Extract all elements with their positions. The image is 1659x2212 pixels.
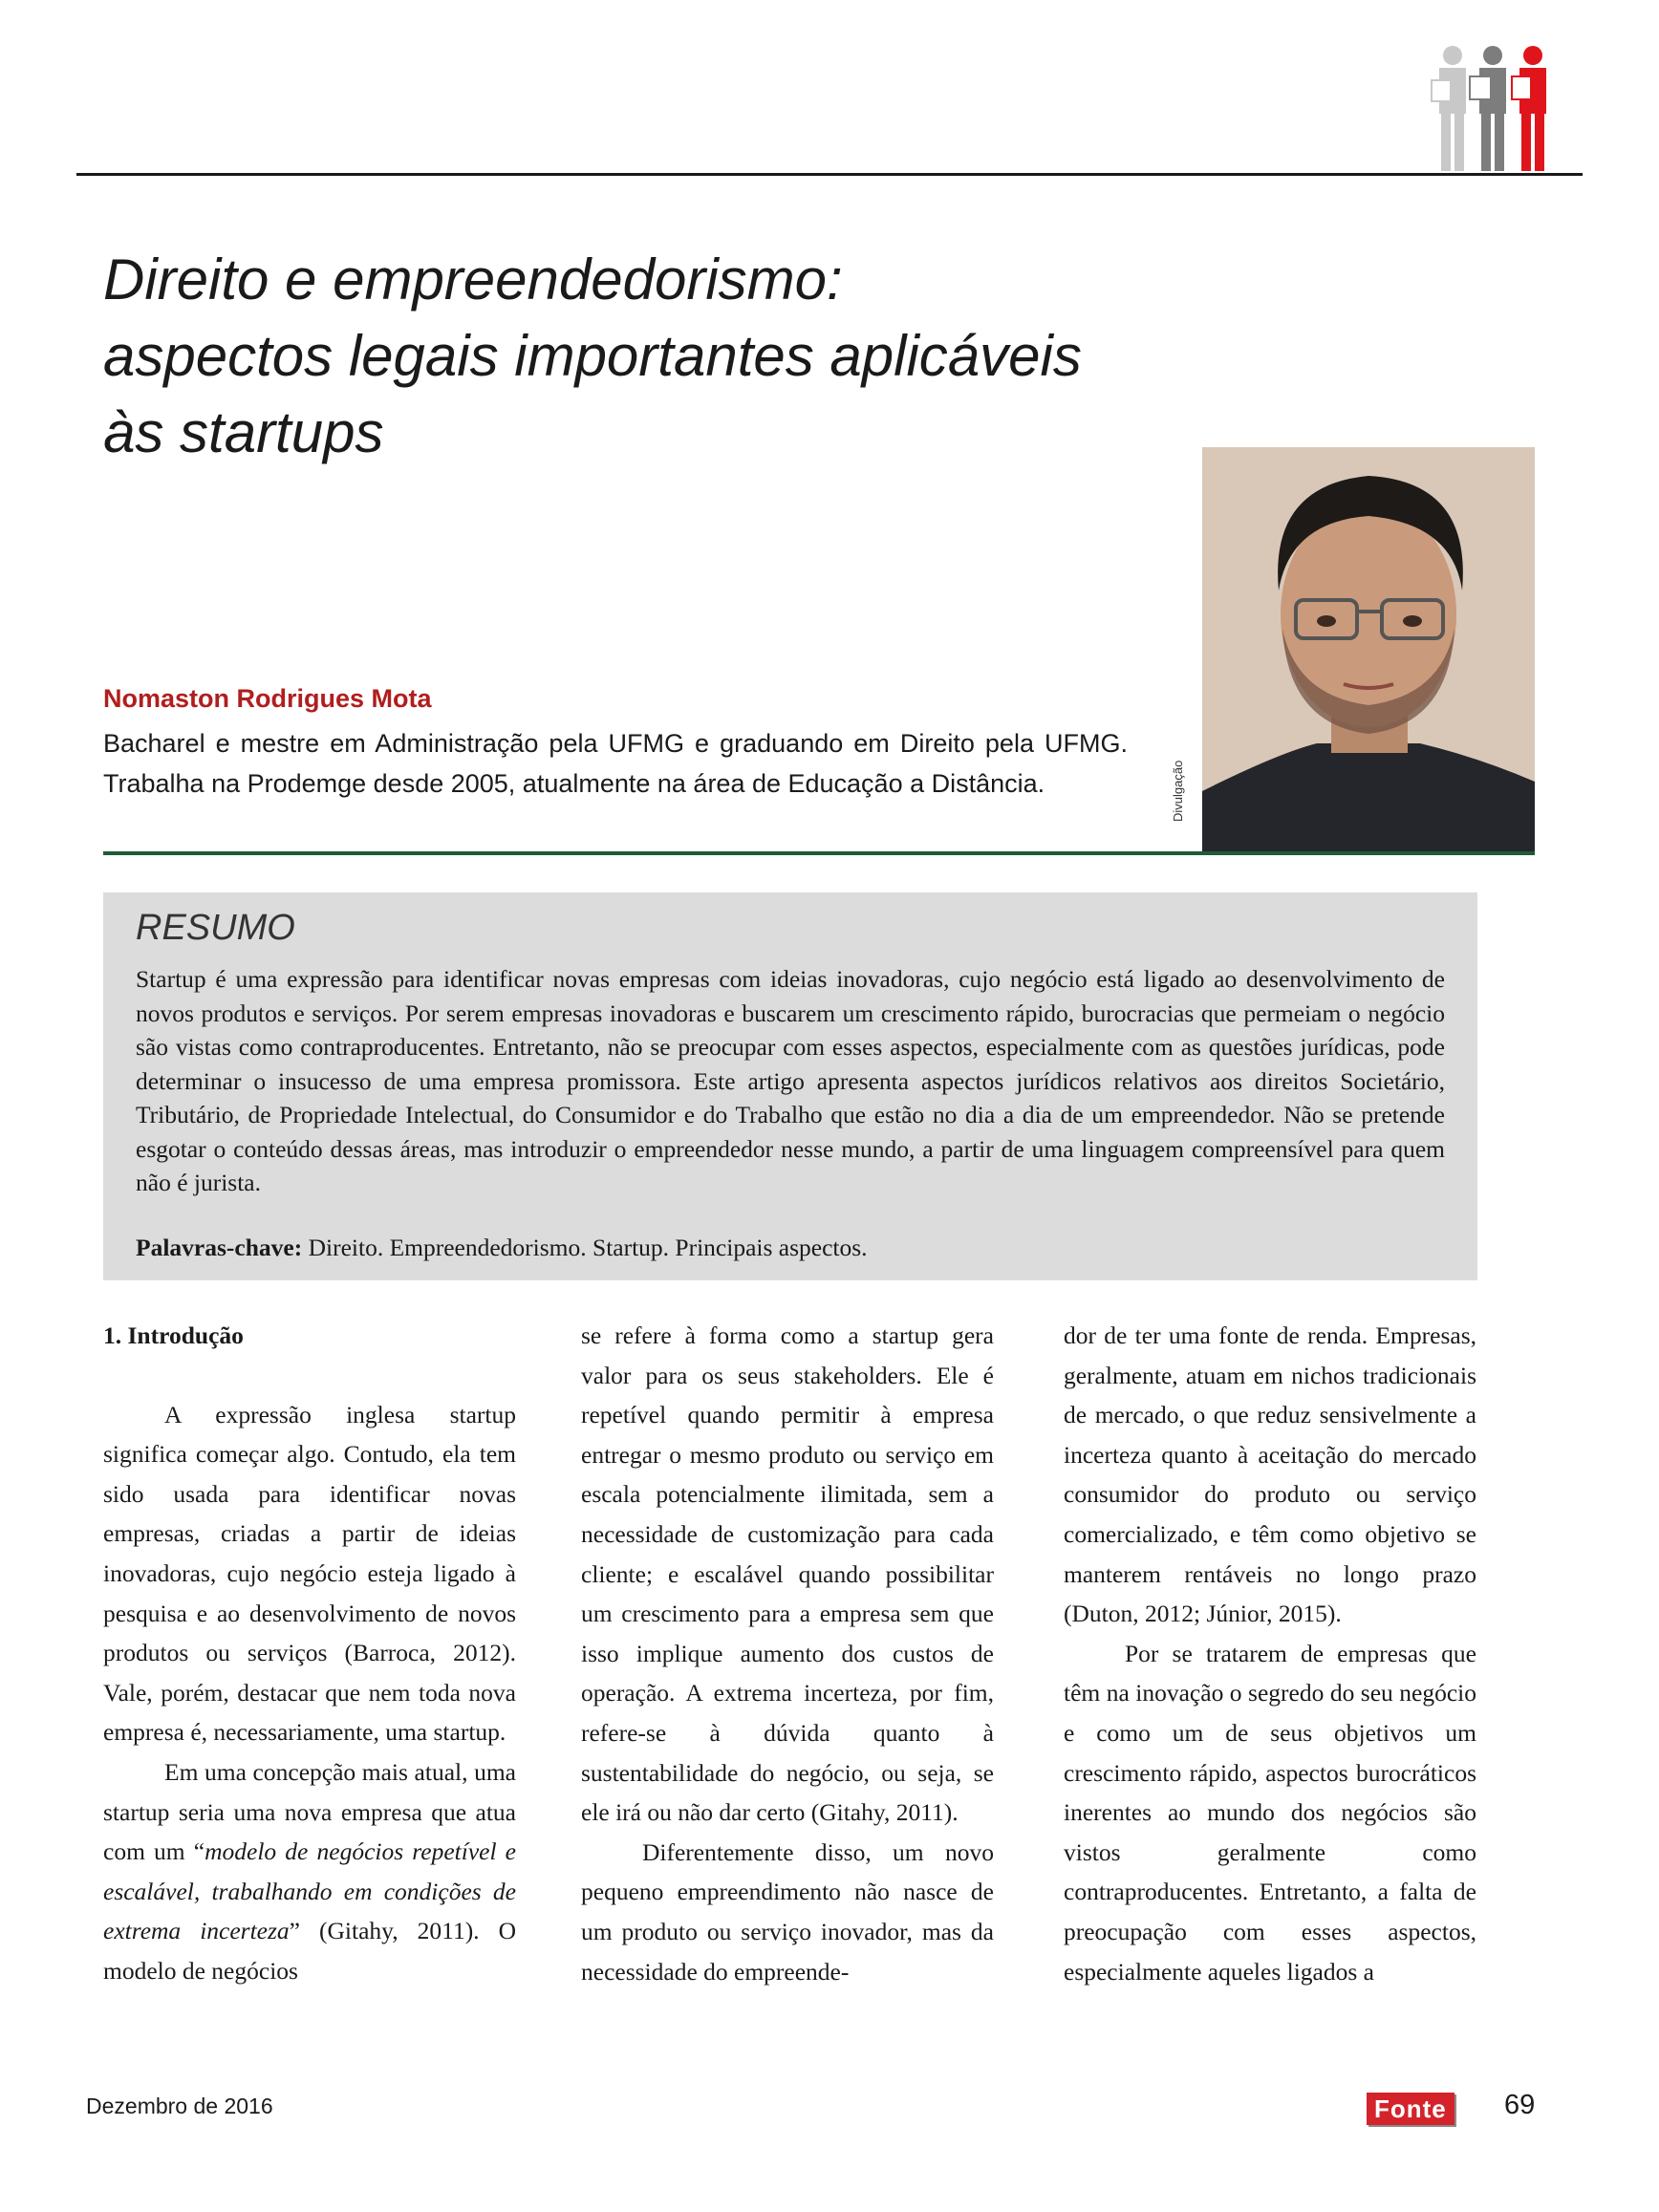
- paragraph: dor de ter uma fonte de renda. Empresas, geralmente, atuam em nichos tradicionais de mercado, o que reduz sensivelmente a incerteza quanto à aceitação do mercado consumidor do produto ou serviço comercializado, e têm como objetivo se manterem rentáveis no longo prazo (Duton, 2012; Júnior, 2015).: [1064, 1321, 1476, 1628]
- title-line-1: Direito e empreendedorismo:: [103, 247, 843, 311]
- people-logo-icon: [1424, 42, 1567, 176]
- paragraph: [103, 1752, 516, 1991]
- abstract-heading: RESUMO: [136, 908, 295, 948]
- title-line-3: às startups: [103, 400, 384, 464]
- page-number: 69: [1504, 2090, 1536, 2120]
- quote-text: modelo de negócios repetível e escalável, trabalhando em condições de extrema incerteza: [103, 1837, 516, 1945]
- section-heading: 1. Introdução: [103, 1321, 244, 1349]
- abstract-text: Startup é uma expressão para identificar novas empresas com ideias inovadoras, cujo negócio está ligado ao desenvolvimento de novos produtos e serviços. Por serem empresas inovadoras e buscarem um crescimento rápido, burocracias que permeiam o negócio são vistas como contraproducentes. Entretanto, não se preocupar com esses aspectos, especialmente com as questões jurídicas, pode determinar o insucesso de uma empresa promissora. Este artigo apresenta aspectos jurídicos relativos aos direitos Societário, Tributário, de Propriedade Intelectual, do Consumidor e do Trabalho que estão no dia a dia de um empreendedor. Não se pretende esgotar o conteúdo dessas áreas, mas introduzir o empreendedor nesse mundo, a partir de uma linguagem compreensível para quem não é jurista.: [136, 965, 1445, 1196]
- footer-date: Dezembro de 2016: [86, 2094, 273, 2118]
- magazine-logo: Fonte: [1367, 2093, 1454, 2125]
- body-column-1: [103, 1316, 516, 1991]
- header-rule: [76, 173, 1583, 176]
- author-rule: [103, 851, 1535, 855]
- keywords-label: Palavras-chave:: [136, 1234, 303, 1261]
- paragraph: se refere à forma como a startup gera valor para os seus stakeholders. Ele é repetível quando permitir à empresa entregar o mesmo produto ou serviço em escala potencialmente ilimitada, sem a necessidade de customização para cada cliente; e escalável quando possibilitar um crescimento para a empresa sem que isso implique aumento dos custos de operação. A extrema incerteza, por fim, refere-se à dúvida quanto à sustentabilidade do negócio, ou seja, se ele irá ou não dar certo (Gitahy, 2011).: [581, 1321, 994, 1827]
- body-column-3: [1064, 1316, 1476, 1991]
- paragraph-text: Em uma concepção mais atual, uma startup seria uma nova empresa que atua com um “: [103, 1757, 516, 1866]
- author-photo: [1202, 447, 1535, 852]
- article-title: [103, 242, 1202, 471]
- paragraph-text: ” (Gitahy, 2011). O modelo de negócios: [103, 1917, 516, 1985]
- body-column-2: [581, 1316, 994, 1991]
- paragraph: Diferentemente disso, um novo pequeno empreendimento não nasce de um produto ou serviço inovador, mas da necessidade do empreende-: [581, 1837, 994, 1986]
- paragraph: A expressão inglesa startup significa começar algo. Contudo, ela tem sido usada para identificar novas empresas, criadas a partir de ideias inovadoras, cujo negócio esteja ligado à pesquisa e ao desenvolvimento de novos produtos ou serviços (Barroca, 2012). Vale, porém, destacar que nem toda nova empresa é, necessariamente, uma startup.: [103, 1400, 516, 1747]
- author-bio: Bacharel e mestre em Administração pela UFMG e graduando em Direito pela UFMG. Trabalha na Prodemge desde 2005, atualmente na área de Educação a Distância.: [103, 729, 1128, 798]
- title-line-2: aspectos legais importantes aplicáveis: [103, 324, 1082, 388]
- photo-credit: Divulgação: [1171, 760, 1185, 822]
- keywords-list: Direito. Empreendedorismo. Startup. Principais aspectos.: [308, 1234, 868, 1261]
- author-name: Nomaston Rodrigues Mota: [103, 684, 432, 713]
- paragraph: Por se tratarem de empresas que têm na inovação o segredo do seu negócio e como um de seus objetivos um crescimento rápido, aspectos burocráticos inerentes ao mundo dos negócios são vistos geralmente como contraproducentes. Entretanto, a falta de preocupação com esses aspectos, especialmente aqueles ligados a: [1064, 1639, 1476, 1986]
- keywords: [136, 1234, 868, 1262]
